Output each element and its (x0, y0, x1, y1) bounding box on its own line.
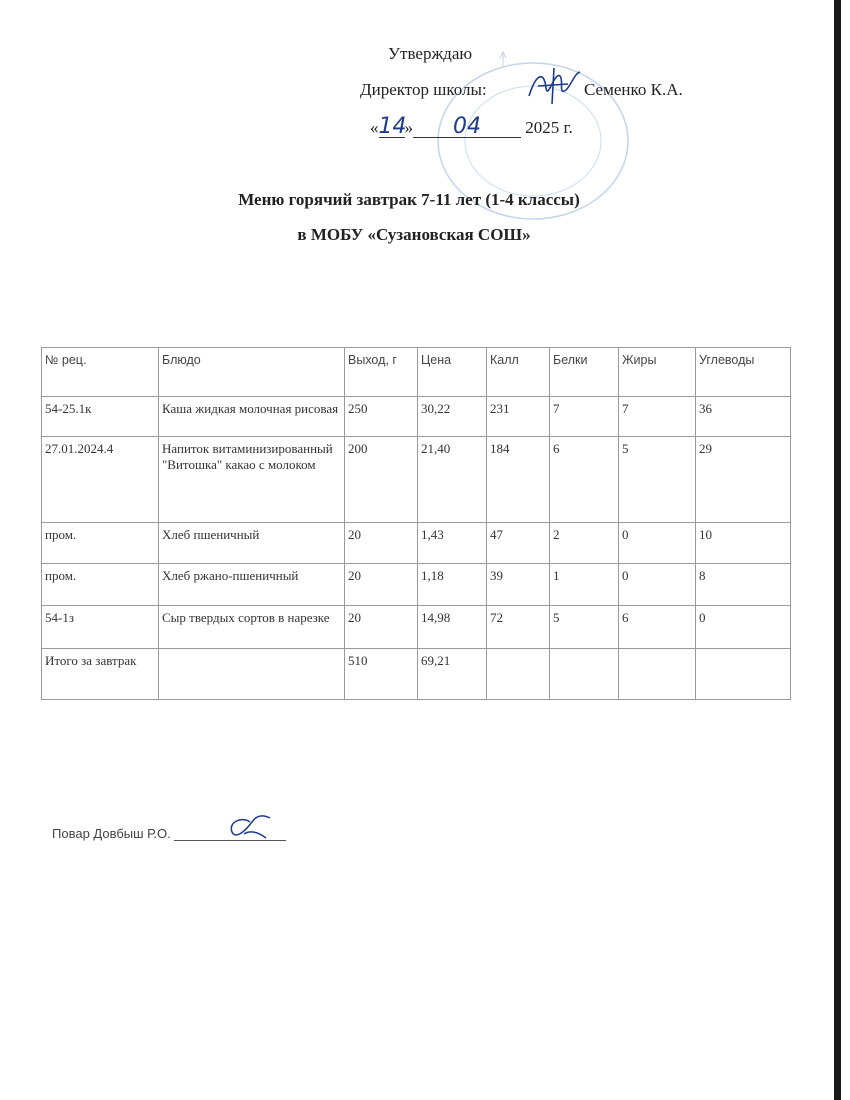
table-cell: 10 (696, 523, 791, 564)
director-position: Директор школы: (360, 80, 487, 99)
table-cell: 1,18 (418, 564, 487, 606)
header-cell: Калл (487, 348, 550, 397)
table-cell: Итого за завтрак (42, 649, 159, 700)
table-cell: 21,40 (418, 437, 487, 523)
table-row (42, 397, 791, 437)
menu-table (41, 347, 791, 700)
table-cell: 6 (619, 606, 696, 649)
table-cell: 20 (345, 564, 418, 606)
menu-title: Меню горячий завтрак 7-11 лет (1-4 классы) (238, 190, 580, 209)
table-cell: 72 (487, 606, 550, 649)
approval-date (370, 114, 573, 139)
table-cell: 39 (487, 564, 550, 606)
table-cell: 29 (696, 437, 791, 523)
table-row (42, 523, 791, 564)
header-cell: Блюдо (159, 348, 345, 397)
table-cell: 8 (696, 564, 791, 606)
table-row (42, 606, 791, 649)
date-day: 14 (378, 114, 407, 139)
cook-signature (222, 812, 278, 842)
table-cell (487, 649, 550, 700)
date-quote-open: « (370, 118, 379, 137)
table-cell: 14,98 (418, 606, 487, 649)
table-cell: 0 (619, 564, 696, 606)
school-title: в МОБУ «Сузановская СОШ» (297, 225, 531, 244)
table-cell: пром. (42, 523, 159, 564)
table-cell: Хлеб ржано-пшеничный (159, 564, 345, 606)
date-month: 04 (413, 117, 521, 138)
header-cell: Выход, г (345, 348, 418, 397)
table-cell: 0 (619, 523, 696, 564)
table-cell: 7 (550, 397, 619, 437)
approval-block (0, 0, 850, 150)
table-cell (696, 649, 791, 700)
table-cell: 54-25.1к (42, 397, 159, 437)
table-cell: 20 (345, 606, 418, 649)
table-cell (550, 649, 619, 700)
table-cell: 30,22 (418, 397, 487, 437)
header-cell: Жиры (619, 348, 696, 397)
header-cell: № рец. (42, 348, 159, 397)
table-cell: 5 (619, 437, 696, 523)
table-cell: Хлеб пшеничный (159, 523, 345, 564)
approve-title: Утверждаю (388, 44, 473, 63)
table-cell: Сыр твердых сортов в нарезке (159, 606, 345, 649)
table-cell: 510 (345, 649, 418, 700)
table-cell: 47 (487, 523, 550, 564)
table-cell: 1 (550, 564, 619, 606)
header-cell: Углеводы (696, 348, 791, 397)
table-cell: Напиток витаминизированный "Витошка" какао с молоком (159, 437, 345, 523)
date-quote-close: » (404, 118, 413, 137)
header-cell: Белки (550, 348, 619, 397)
table-cell: 27.01.2024.4 (42, 437, 159, 523)
table-cell: 1,43 (418, 523, 487, 564)
table-cell: 7 (619, 397, 696, 437)
table-cell: 250 (345, 397, 418, 437)
table-row (42, 564, 791, 606)
table-cell: 6 (550, 437, 619, 523)
table-cell: 2 (550, 523, 619, 564)
table-header-row (42, 348, 791, 397)
table-cell (159, 649, 345, 700)
cook-label: Повар Довбыш Р.О. (52, 826, 171, 841)
table-cell: 0 (696, 606, 791, 649)
table-cell (619, 649, 696, 700)
table-cell: 36 (696, 397, 791, 437)
table-row (42, 437, 791, 523)
table-cell: 200 (345, 437, 418, 523)
director-name: Семенко К.А. (584, 80, 683, 99)
table-cell: 5 (550, 606, 619, 649)
scan-edge (834, 0, 841, 1100)
header-cell: Цена (418, 348, 487, 397)
table-cell: 54-1з (42, 606, 159, 649)
table-cell: Каша жидкая молочная рисовая (159, 397, 345, 437)
table-total-row (42, 649, 791, 700)
table-cell: пром. (42, 564, 159, 606)
table-cell: 231 (487, 397, 550, 437)
table-cell: 20 (345, 523, 418, 564)
date-year: 2025 г. (525, 118, 573, 137)
table-cell: 69,21 (418, 649, 487, 700)
director-signature (524, 66, 584, 106)
table-cell: 184 (487, 437, 550, 523)
